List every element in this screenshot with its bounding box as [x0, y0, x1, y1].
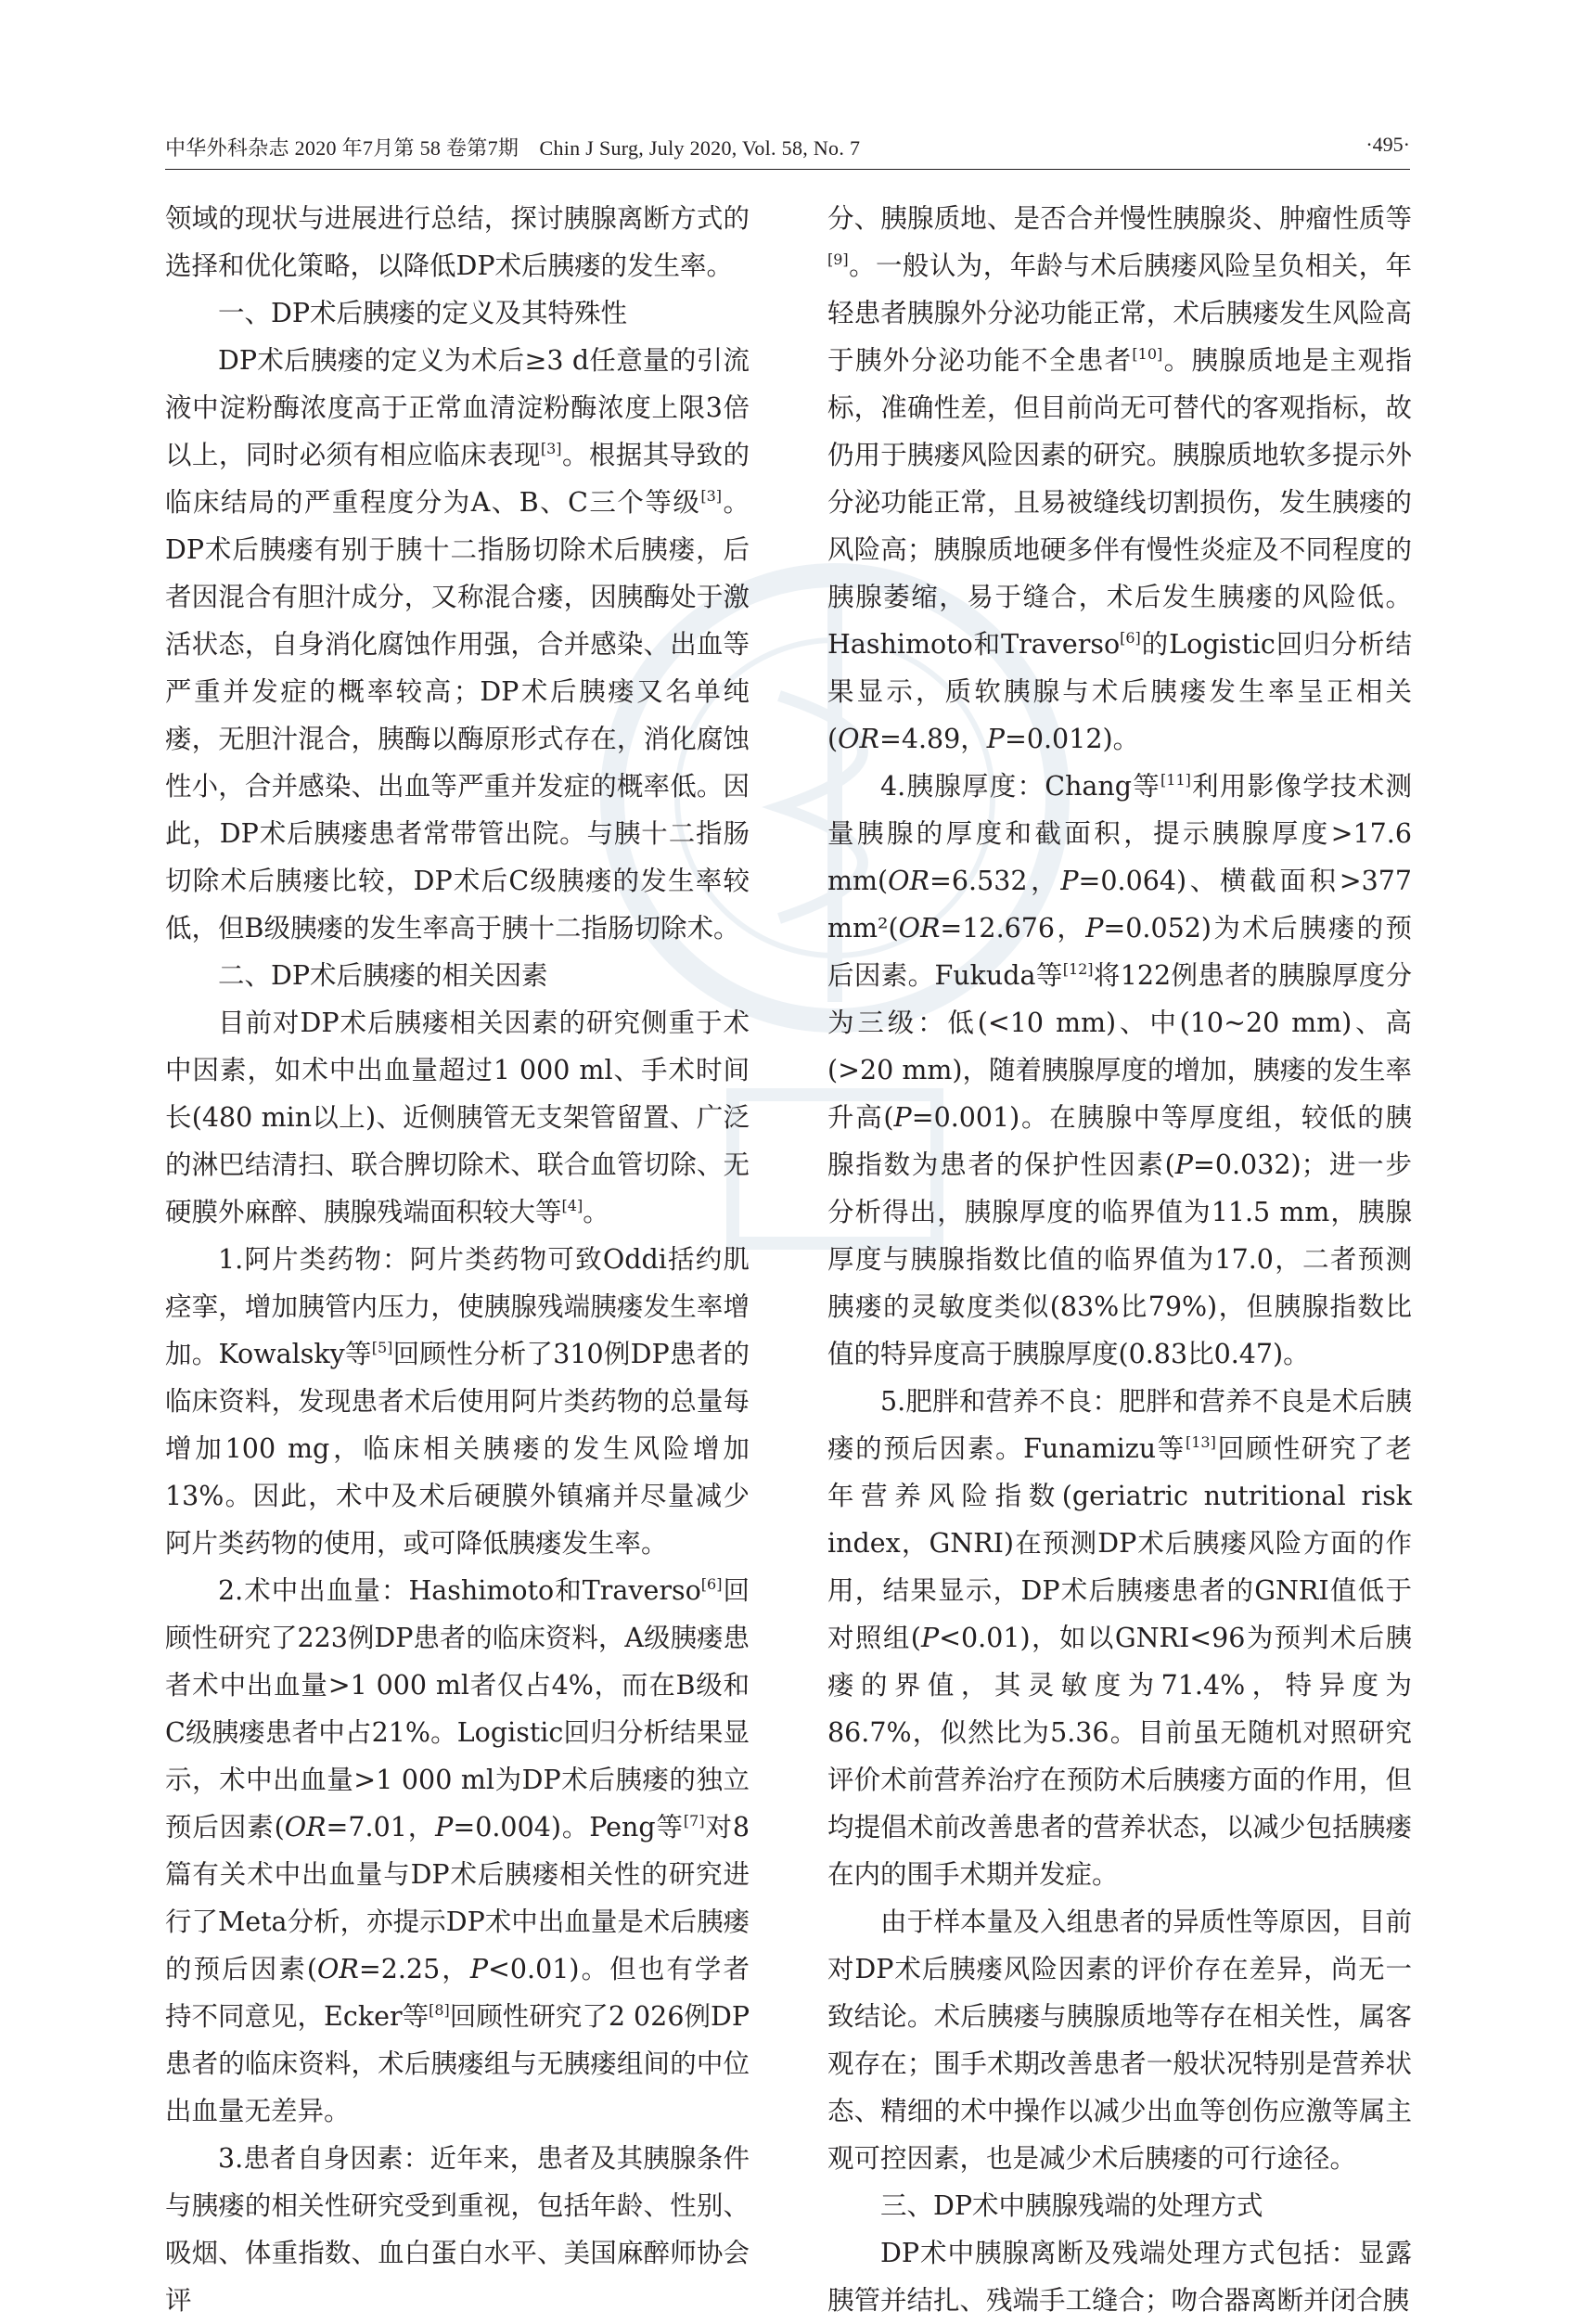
paragraph-blood-loss: 2.术中出血量：Hashimoto和Traverso[6]回顾性研究了223例DP患者的临床资料，A级胰瘘患者术中出血量>1 000 ml者仅占4%，而在B级和C级胰瘘患者中占21%。Logistic回归分析结果显示，术中出血量>1 000 ml为DP术后胰瘘的独立预后因素(OR=7.01，P=0.004)。Peng等[7]对8篇有关术中出血量与DP术后胰瘘相关性的研究进行了Meta分析，亦提示DP术中出血量是术后胰瘘的预后因素(OR=2.25，P<0.01)。但也有学者持不同意见，Ecker等[8]回顾性研究了2 026例DP患者的临床资料，术后胰瘘组与无胰瘘组间的中位出血量无差异。 — [165, 1575, 750, 2126]
citation-ref: [8] — [429, 2001, 450, 2019]
page-number: ·495· — [1365, 133, 1410, 156]
right-column — [827, 195, 1412, 2324]
section-heading-1: 一、DP术后胰瘘的定义及其特殊性 — [218, 298, 628, 328]
citation-ref: [12] — [1062, 960, 1094, 978]
citation-ref: [6] — [1120, 629, 1141, 647]
citation-ref: [11] — [1160, 771, 1191, 789]
section-heading-3: 三、DP术中胰腺残端的处理方式 — [880, 2190, 1263, 2221]
citation-ref: [9] — [827, 250, 849, 268]
citation-ref: [4] — [561, 1197, 583, 1214]
citation-ref: [3] — [700, 487, 722, 505]
paragraph-patient-factors-cont: 分、胰腺质地、是否合并慢性胰腺炎、肿瘤性质等[9]。一般认为，年龄与术后胰瘘风险呈负相关，年轻患者胰腺外分泌功能正常，术后胰瘘发生风险高于胰外分泌功能不全患者[10]。胰腺质地是主观指标，准确性差，但目前尚无可替代的客观指标，故仍用于胰瘘风险因素的研究。胰腺质地软多提示外分泌功能正常，且易被缝线切割损伤，发生胰瘘的风险高；胰腺质地硬多伴有慢性炎症及不同程度的胰腺萎缩，易于缝合，术后发生胰瘘的风险低。Hashimoto和Traverso[6]的Logistic回归分析结果显示，质软胰腺与术后胰瘘发生率呈正相关(OR=4.89，P=0.012)。 — [827, 203, 1412, 754]
citation-ref: [6] — [700, 1575, 723, 1593]
citation-ref: [10] — [1132, 345, 1163, 363]
paragraph-nutrition: 5.肥胖和营养不良：肥胖和营养不良是术后胰瘘的预后因素。Funamizu等[13]回顾性研究了老年营养风险指数(geriatric nutritional risk index，GNRI)在预测DP术后胰瘘风险方面的作用，结果显示，DP术后胰瘘患者的GNRI值低于对照组(P<0.01)，如以GNRI<96为预判术后胰瘘的界值，其灵敏度为71.4%，特异度为86.7%，似然比为5.36。目前虽无随机对照研究评价术前营养治疗在预防术后胰瘘方面的作用，但均提倡术前改善患者的营养状态，以减少包括胰瘘在内的围手术期并发症。 — [827, 1386, 1412, 1890]
paragraph-stump-methods: DP术中胰腺离断及残端处理方式包括：显露胰管并结扎、残端手工缝合；吻合器离断并闭合胰 — [827, 2238, 1412, 2316]
left-column — [165, 195, 750, 2324]
journal-citation: 中华外科杂志 2020 年7月第 58 卷第7期 Chin J Surg, July 2020, Vol. 58, No. 7 — [165, 136, 861, 160]
citation-ref: [3] — [540, 440, 562, 457]
running-header — [165, 129, 1410, 170]
section-heading-2: 二、DP术后胰瘘的相关因素 — [218, 960, 548, 991]
paragraph-definition: DP术后胰瘘的定义为术后≥3 d任意量的引流液中淀粉酶浓度高于正常血清淀粉酶浓度上限3倍以上，同时必须有相应临床表现[3]。根据其导致的临床结局的严重程度分为A、B、C三个等级[3]。DP术后胰瘘有别于胰十二指肠切除术后胰瘘，后者因混合有胆汁成分，又称混合瘘，因胰酶处于激活状态，自身消化腐蚀作用强，合并感染、出血等严重并发症的概率较高；DP术后胰瘘又名单纯瘘，无胆汁混合，胰酶以酶原形式存在，消化腐蚀性小，合并感染、出血等严重并发症的概率低。因此，DP术后胰瘘患者常带管出院。与胰十二指肠切除术后胰瘘比较，DP术后C级胰瘘的发生率较低，但B级胰瘘的发生率高于胰十二指肠切除术。 — [165, 345, 750, 944]
citation-ref: [7] — [683, 1812, 705, 1830]
paragraph-opioids: 1.阿片类药物：阿片类药物可致Oddi括约肌痉挛，增加胰管内压力，使胰腺残端胰瘘发生率增加。Kowalsky等[5]回顾性分析了310例DP患者的临床资料，发现患者术后使用阿片类药物的总量每增加100 mg，临床相关胰瘘的发生风险增加13%。因此，术中及术后硬膜外镇痛并尽量减少阿片类药物的使用，或可降低胰瘘发生率。 — [165, 1244, 750, 1559]
citation-ref: [13] — [1185, 1433, 1216, 1451]
citation-ref: [5] — [371, 1339, 393, 1356]
paragraph-thickness: 4.胰腺厚度：Chang等[11]利用影像学技术测量胰腺的厚度和截面积，提示胰腺厚度>17.6 mm(OR=6.532，P=0.064)、横截面积>377 mm²(OR=12.676，P=0.052)为术后胰瘘的预后因素。Fukuda等[12]将122例患者的胰腺厚度分为三级：低(<10 mm)、中(10~20 mm)、高(>20 mm)，随着胰腺厚度的增加，胰瘘的发生率升高(P=0.001)。在胰腺中等厚度组，较低的胰腺指数为患者的保护性因素(P=0.032)；进一步分析得出，胰腺厚度的临界值为11.5 mm，胰腺厚度与胰腺指数比值的临界值为17.0，二者预测胰瘘的灵敏度类似(83%比79%)，但胰腺指数比值的特异度高于胰腺厚度(0.83比0.47)。 — [827, 771, 1412, 1369]
paragraph-summary: 由于样本量及入组患者的异质性等原因，目前对DP术后胰瘘风险因素的评价存在差异，尚无一致结论。术后胰瘘与胰腺质地等存在相关性，属客观存在；围手术期改善患者一般状况特别是营养状态、精细的术中操作以减少出血等创伤应激等属主观可控因素，也是减少术后胰瘘的可行途径。 — [827, 1907, 1412, 2174]
paragraph-patient-factors: 3.患者自身因素：近年来，患者及其胰腺条件与胰瘘的相关性研究受到重视，包括年龄、性别、吸烟、体重指数、血白蛋白水平、美国麻醉师协会评 — [165, 2143, 750, 2316]
paragraph-factors: 目前对DP术后胰瘘相关因素的研究侧重于术中因素，如术中出血量超过1 000 ml、手术时间长(480 min以上)、近侧胰管无支架管留置、广泛的淋巴结清扫、联合脾切除术、联合血管切除、无硬膜外麻醉、胰腺残端面积较大等[4]。 — [165, 1008, 750, 1227]
paragraph-intro-end: 领域的现状与进展进行总结，探讨胰腺离断方式的选择和优化策略，以降低DP术后胰瘘的发生率。 — [165, 203, 750, 281]
header-rule — [165, 169, 1410, 170]
